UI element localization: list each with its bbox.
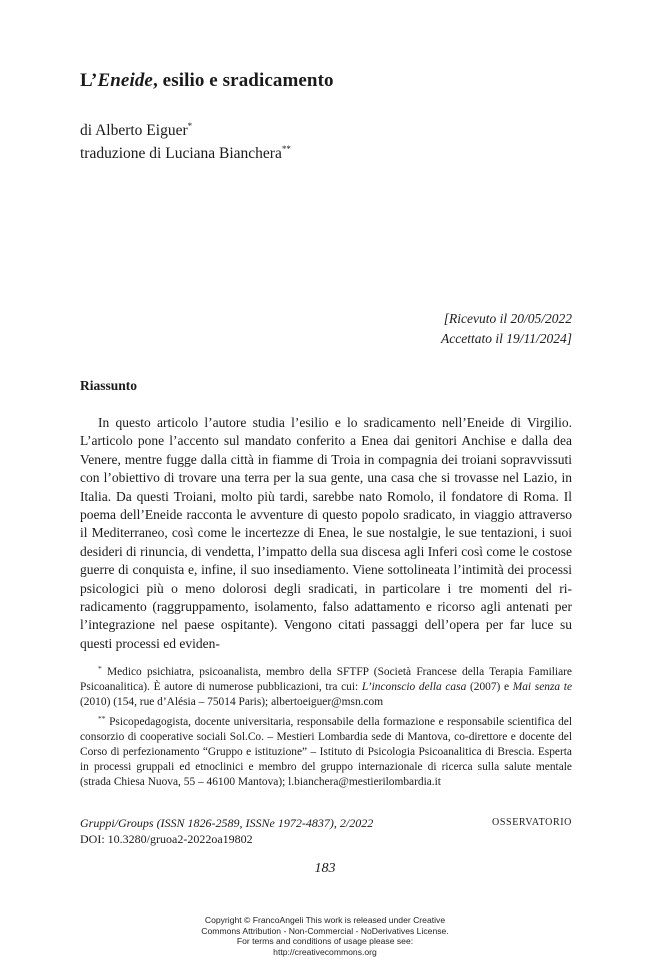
title-italic-work: Eneide bbox=[97, 70, 153, 91]
translator-footnote-mark: ** bbox=[281, 144, 291, 154]
book-title: Mai senza te bbox=[512, 681, 572, 694]
title-prefix: L’ bbox=[80, 70, 98, 91]
translator-line: traduzione di Luciana Bianchera** bbox=[80, 144, 291, 162]
author-line: di Alberto Eiguer* bbox=[80, 121, 193, 139]
byline bbox=[80, 117, 291, 163]
abstract-heading: Riassunto bbox=[80, 378, 138, 393]
received-accepted-dates bbox=[441, 309, 572, 349]
book-title: L’inconscio della casa bbox=[361, 681, 467, 694]
received-date: [Ricevuto il 20/05/2022 bbox=[443, 311, 572, 326]
footnotes bbox=[80, 661, 572, 791]
journal-info bbox=[80, 815, 373, 847]
footnote-author: * Medico psichiatra, psicoanalista, membro della SFTFP (Società Francese della Terapia Familiare Psicoanalitica). È autore di numerose pubblicazioni, tra cui: L’inconscio della casa (2007) e Mai senza te (2010) (154, rue d’Alésia – 75014 Paris); albertoeiguer@msn.com bbox=[80, 664, 572, 709]
section-label: OSSERVATORIO bbox=[492, 817, 572, 828]
title-suffix: , esilio e sradicamento bbox=[152, 70, 334, 91]
accepted-date: Accettato il 19/11/2024] bbox=[441, 331, 572, 346]
journal-citation: Gruppi/Groups (ISSN 1826-2589, ISSNe 1972-4837), 2/2022 bbox=[80, 816, 374, 830]
doi: DOI: 10.3280/gruoa2-2022oa19802 bbox=[80, 832, 253, 846]
article-title bbox=[80, 70, 334, 92]
abstract-body bbox=[80, 414, 572, 653]
license-notice: Copyright © FrancoAngeli This work is released under Creative Commons Attribution - Non-Commercial - NoDerivatives License. For terms and conditions of usage please see: http://creativecommons.org bbox=[0, 915, 650, 957]
author-footnote-mark: * bbox=[187, 121, 193, 131]
abstract-paragraph: In questo articolo l’autore studia l’esilio e lo sradicamento nell’Eneide di Virgilio. L’articolo pone l’accento sul mandato conferito a Enea dai genitori Anchise e dalla dea Venere, mentre fugge dalla città in fiamme di Troia in compagnia dei troiani sopravvissuti con l’obiettivo di trovare una terra per la sua gente, una casa che si trovasse nel Lazio, in Italia. Da questi Troiani, molto più tardi, sarebbe nato Romolo, il fondatore di Roma. Il poema dell’Eneide racconta le avventure di questo popolo sradicato, in viaggio attraverso il Mediterraneo, così come le incertezze di Enea, le sue nostalgie, le sue tentazioni, i suoi desideri di rinuncia, di vendetta, l’impatto della sua discesa agli Inferi così come le costose guerre di conquista e, infine, il suo insediamento. Viene sottolineata l’intimità dei processi psicologici più o meno dolorosi degli sradicati, in particolare i tre momenti del ri-radicamento (raggruppamento, isolamento, falso adattamento e ricorso agli antenati per l’integrazione nel paese ospitante). Vengono citati passaggi dell’opera per far luce su questi processi ed eviden- bbox=[80, 415, 572, 651]
page-number: 183 bbox=[314, 861, 336, 876]
license-link[interactable]: http://creativecommons.org bbox=[273, 946, 377, 957]
footnote-translator: ** Psicopedagogista, docente universitaria, responsabile della formazione e responsabile scientifica del consorzio di cooperative sociali Sol.Co. – Mestieri Lombardia sede di Mantova, co-direttore e docente del Corso di perfezionamento “Gruppo e istituzione” – Istituto di Psicologia Psicoanalitica di Brescia. Esperta in processi gruppali ed etnoclinici e membro del gruppo internazionale di ricerca sulla salute mentale (strada Chiesa Nuova, 55 – 46100 Mantova); l.bianchera@mestierilombardia.it bbox=[80, 713, 572, 789]
